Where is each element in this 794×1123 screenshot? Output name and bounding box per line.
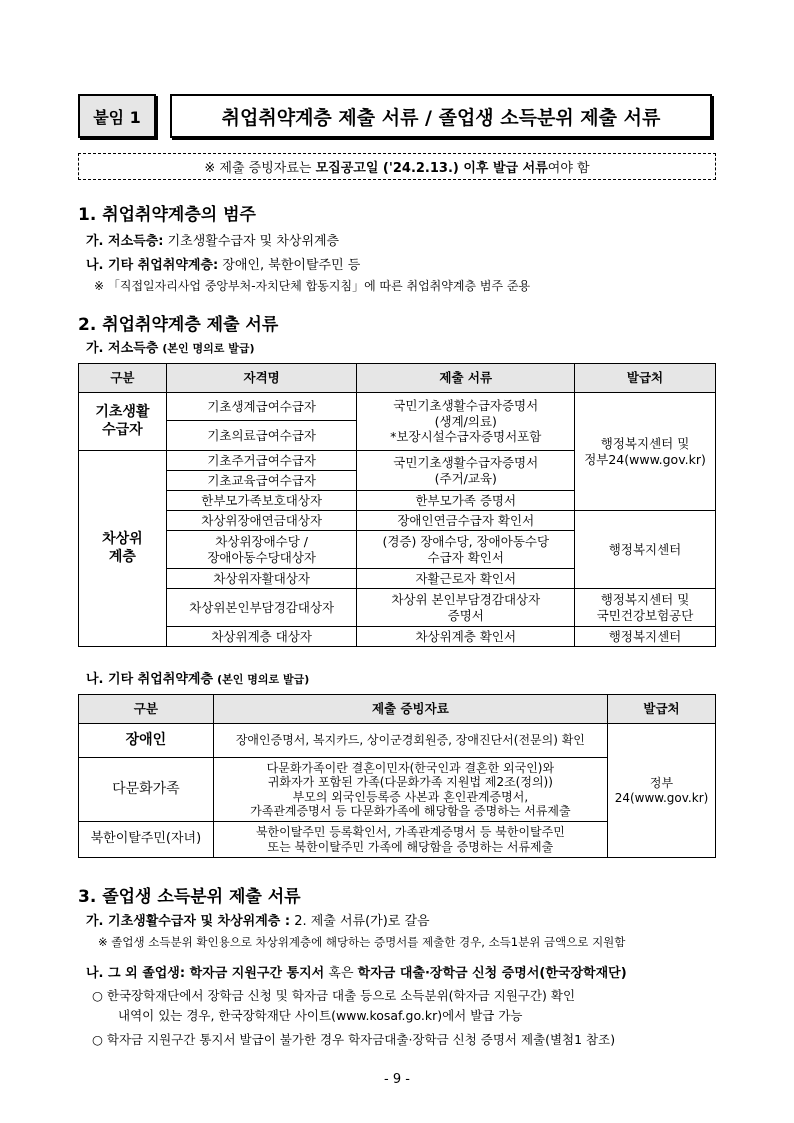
section-2-a-label: 가. 저소득층 xyxy=(86,341,159,356)
issuer-cell: 행정복지센터 및 정부24(www.gov.kr) xyxy=(575,393,716,511)
document-cell: 차상위계층 확인서 xyxy=(357,627,575,647)
attachment-tag: 붙임 1 xyxy=(78,94,156,138)
header-category: 구분 xyxy=(79,695,214,724)
section-2-a xyxy=(86,337,255,356)
notice-prefix: ※ 제출 증빙자료는 xyxy=(204,161,316,176)
section-1-heading: 1. 취업취약계층의 범주 xyxy=(78,205,256,225)
header-evidence: 제출 증빙자료 xyxy=(213,695,607,724)
qualification-cell: 차상위본인부담경감대상자 xyxy=(166,589,357,627)
header-documents: 제출 서류 xyxy=(357,364,575,393)
section-1-b-text: 장애인, 북한이탈주민 등 xyxy=(218,258,361,273)
qualification-cell: 차상위장애연금대상자 xyxy=(166,511,357,531)
issuer-cell: 행정복지센터 xyxy=(575,511,716,589)
section-2-a-sub: (본인 명의로 발급) xyxy=(162,342,255,355)
qualification-cell: 기초주거급여수급자 xyxy=(166,451,357,471)
header-category: 구분 xyxy=(79,364,167,393)
section-3-heading: 3. 졸업생 소득분위 제출 서류 xyxy=(78,887,301,907)
section-1-note: ※ 「직접일자리사업 중앙부처-자치단체 합동지침」에 따른 취업취약계층 범주 준용 xyxy=(94,279,531,293)
qualification-cell: 기초교육급여수급자 xyxy=(166,471,357,491)
section-1-a-label: 가. 저소득층: xyxy=(86,234,164,249)
section-3-para-1a: ○ 한국장학재단에서 장학금 신청 및 학자금 대출 등으로 소득분위(학자금 지원구간) 확인 xyxy=(92,988,576,1003)
section-1-b xyxy=(86,254,360,273)
group-near-poverty: 차상위 계층 xyxy=(79,451,167,647)
section-3-b xyxy=(86,962,627,981)
evidence-cell: 장애인증명서, 복지카드, 상이군경회원증, 장애진단서(전문의) 확인 xyxy=(213,724,607,758)
qualification-cell: 기초생계급여수급자 xyxy=(166,393,357,421)
qualification-cell: 차상위계층 대상자 xyxy=(166,627,357,647)
attachment-title: 취업취약계층 제출 서류 / 졸업생 소득분위 제출 서류 xyxy=(170,94,712,138)
issuer-cell: 행정복지센터 및 국민건강보험공단 xyxy=(575,589,716,627)
section-3-a-text: 2. 제출 서류(가)로 갈음 xyxy=(290,914,430,929)
section-3-a-note: ※ 졸업생 소득분위 확인용으로 차상위계층에 해당하는 증명서를 제출한 경우, 소득1분위 금액으로 지원함 xyxy=(98,935,626,949)
header-issuer: 발급처 xyxy=(575,364,716,393)
section-3-a-label: 가. 기초생활수급자 및 차상위계층 : xyxy=(86,914,291,929)
issuer-cell: 행정복지센터 xyxy=(575,627,716,647)
section-3-b-bold1: 학자금 지원구간 통지서 xyxy=(185,966,325,981)
document-cell: 국민기초생활수급자증명서 (주거/교육) xyxy=(357,451,575,491)
qualification-cell: 차상위자활대상자 xyxy=(166,569,357,589)
qualification-cell: 기초의료급여수급자 xyxy=(166,421,357,451)
section-3-b-bold2: 학자금 대출·장학금 신청 증명서(한국장학재단) xyxy=(357,966,627,981)
evidence-cell: 북한이탈주민 등록확인서, 가족관계증명서 등 북한이탈주민 또는 북한이탈주민 가족에 해당함을 증명하는 서류제출 xyxy=(213,822,607,858)
attachment-header xyxy=(78,94,712,138)
table-header-row xyxy=(79,695,716,724)
section-3-para-2: ○ 학자금 지원구간 통지서 발급이 불가한 경우 학자금대출·장학금 신청 증명서 제출(별첨1 참조) xyxy=(92,1032,616,1047)
section-1-a-text: 기초생활수급자 및 차상위계층 xyxy=(163,234,340,249)
section-2-b-label: 나. 기타 취업취약계층 xyxy=(86,672,214,687)
notice-suffix: 여야 함 xyxy=(547,161,590,176)
section-2-heading: 2. 취업취약계층 제출 서류 xyxy=(78,315,279,335)
document-cell: 자활근로자 확인서 xyxy=(357,569,575,589)
group-basic-livelihood: 기초생활 수급자 xyxy=(79,393,167,451)
other-vulnerable-table xyxy=(78,694,716,858)
document-cell: 국민기초생활수급자증명서 (생계/의료) *보장시설수급자증명서포함 xyxy=(357,393,575,451)
issuer-cell: 정부24(www.gov.kr) xyxy=(608,724,716,858)
notice-box xyxy=(78,153,716,180)
document-cell: 한부모가족 증명서 xyxy=(357,491,575,511)
section-2-b-sub: (본인 명의로 발급) xyxy=(217,673,310,686)
header-qualification: 자격명 xyxy=(166,364,357,393)
document-cell: 차상위 본인부담경감대상자 증명서 xyxy=(357,589,575,627)
document-cell: 장애인연금수급자 확인서 xyxy=(357,511,575,531)
section-3-a xyxy=(86,910,430,929)
section-2-b xyxy=(86,668,309,687)
section-1-a xyxy=(86,230,339,249)
table-header-row xyxy=(79,364,716,393)
qualification-cell: 차상위장애수당 / 장애아동수당대상자 xyxy=(166,531,357,569)
header-issuer: 발급처 xyxy=(608,695,716,724)
category-multicultural: 다문화가족 xyxy=(79,758,214,822)
qualification-cell: 한부모가족보호대상자 xyxy=(166,491,357,511)
low-income-table xyxy=(78,363,716,647)
section-3-b-label: 나. 그 외 졸업생: xyxy=(86,966,186,981)
section-3-b-mid: 혹은 xyxy=(324,966,358,981)
notice-bold: 모집공고일 ('24.2.13.) 이후 발급 서류 xyxy=(315,161,548,176)
section-1-b-label: 나. 기타 취업취약계층: xyxy=(86,258,219,273)
document-cell: (경증) 장애수당, 장애아동수당 수급자 확인서 xyxy=(357,531,575,569)
category-disabled: 장애인 xyxy=(79,724,214,758)
evidence-cell: 다문화가족이란 결혼이민자(한국인과 결혼한 외국인)와 귀화자가 포함된 가족(다문화가족 지원법 제2조(정의)) 부모의 외국인등록증 사본과 혼인관계증명서, 가족관계증명서 등 다문화가족에 해당함을 증명하는 서류제출 xyxy=(213,758,607,822)
section-3-para-1b: 내역이 있는 경우, 한국장학재단 사이트(www.kosaf.go.kr)에서 발급 가능 xyxy=(118,1008,523,1023)
page-number: - 9 - xyxy=(384,1072,410,1087)
category-north-korean-defector: 북한이탈주민(자녀) xyxy=(79,822,214,858)
